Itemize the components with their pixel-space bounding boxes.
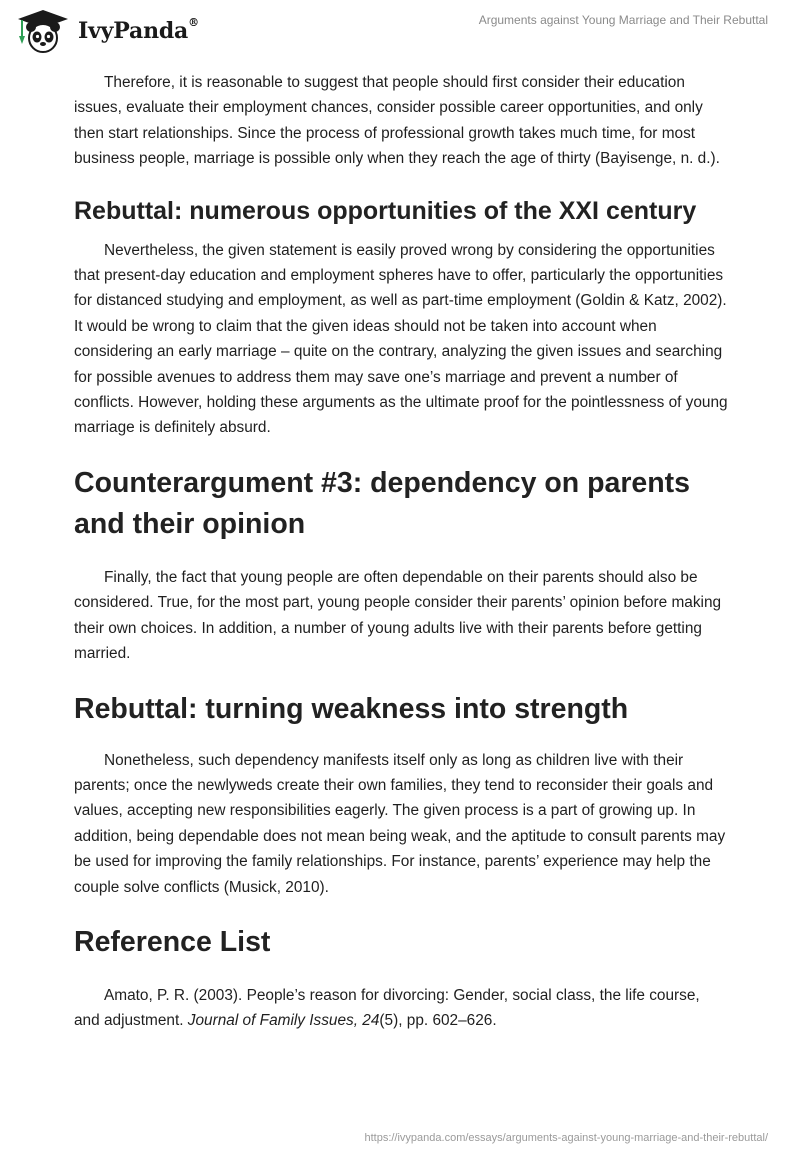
logo-link[interactable] xyxy=(14,8,199,54)
essay-content xyxy=(74,70,729,1034)
reference-entry: Amato, P. R. (2003). People’s reason for divorcing: Gender, social class, the life course, and adjustment. Journal of Family Issues, 24(5), pp. 602–626. xyxy=(74,986,700,1030)
heading-rebuttal-weakness: Rebuttal: turning weakness into strength xyxy=(74,692,629,725)
page-header xyxy=(0,0,800,64)
heading-counterargument-3: Counterargument #3: dependency on parents and their opinion xyxy=(74,466,691,540)
footer-url: https://ivypanda.com/essays/arguments-against-young-marriage-and-their-rebuttal/ xyxy=(364,1132,768,1144)
panda-graduation-icon xyxy=(14,8,72,54)
heading-rebuttal-opportunities: Rebuttal: numerous opportunities of the XXI century xyxy=(74,196,697,225)
paragraph-3: Finally, the fact that young people are often dependable on their parents should also be considered. True, for the most part, young people consider their parents’ opinion before making their own choices. In addition, a number of young adults live with their parents before getting married. xyxy=(74,568,722,663)
paragraph-1: Therefore, it is reasonable to suggest that people should first consider their education issues, evaluate their employment chances, consider possible career opportunities, and only then start relationships. Since the process of professional growth takes much time, for most business people, marriage is possible only when they reach the age of thirty (Bayisenge, n. d.). xyxy=(74,74,720,168)
paragraph-4: Nonetheless, such dependency manifests itself only as long as children live with their parents; once the newlyweds create their own families, they tend to reconsider their goals and values, accepting new responsibilities eagerly. The given process is a part of growing up. In addition, being dependable does not mean being weak, and the aptitude to consult parents may be used for improving the family relationships. For instance, parents’ experience may help the couple solve conflicts (Musick, 2010). xyxy=(74,751,726,896)
brand-name: IvyPanda® xyxy=(78,15,199,44)
heading-reference-list: Reference List xyxy=(74,925,271,958)
document-title: Arguments against Young Marriage and Their Rebuttal xyxy=(478,13,768,27)
paragraph-2: Nevertheless, the given statement is easily proved wrong by considering the opportunities that present-day education and employment spheres have to offer, particularly the opportunities for distanced studying and employment, as well as part-time employment (Goldin & Katz, 2002). It would be wrong to claim that the given ideas should not be taken into account when considering an early marriage – quite on the contrary, analyzing the given issues and searching for possible avenues to address them may save one’s marriage and prevent a number of conflicts. However, holding these arguments as the ultimate proof for the pointlessness of young marriage is definitely absurd. xyxy=(74,241,728,437)
